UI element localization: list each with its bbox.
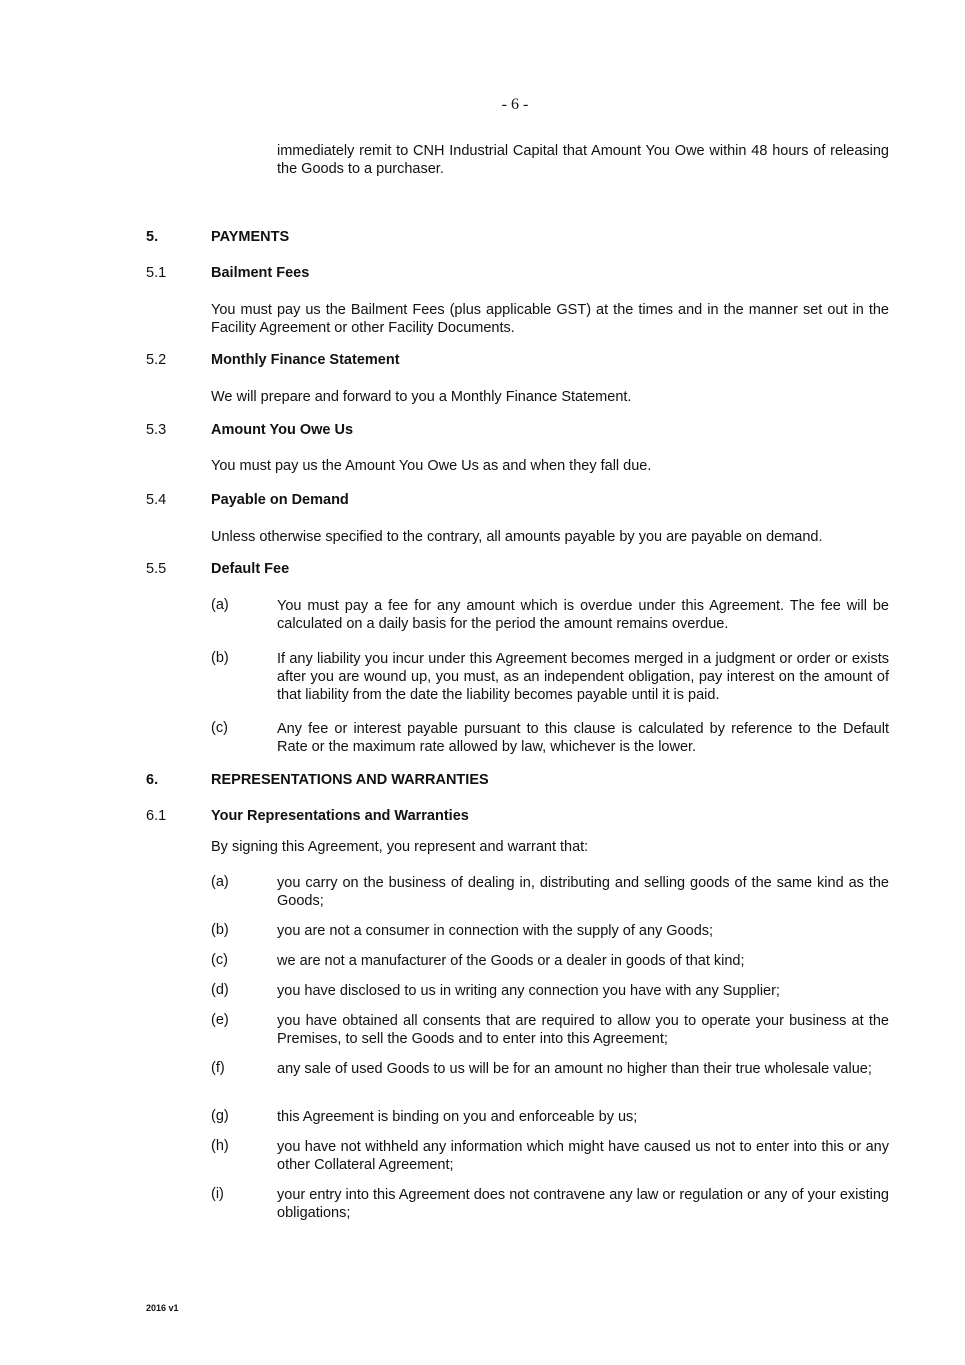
clause-5-3-title: Amount You Owe Us	[211, 422, 354, 438]
section-5-title: PAYMENTS	[211, 229, 290, 245]
section-6-title: REPRESENTATIONS AND WARRANTIES	[211, 772, 489, 788]
clause-6-1-a-label: (a)	[211, 874, 229, 890]
clause-6-1-i-text: your entry into this Agreement does not contravene any law or regulation or any of your existing obligations;	[277, 1187, 889, 1221]
clause-6-1-b-label: (b)	[211, 922, 229, 938]
clause-6-1-a-text: you carry on the business of dealing in, distributing and selling goods of the same kind as the Goods;	[277, 875, 889, 909]
clause-6-1-h-text: you have not withheld any information which might have caused us not to enter into this or any other Collateral Agreement;	[277, 1139, 889, 1173]
intro-paragraph: immediately remit to CNH Industrial Capital that Amount You Owe within 48 hours of releasing the Goods to a purchaser.	[277, 143, 889, 177]
clause-6-1-e-label: (e)	[211, 1012, 229, 1028]
clause-5-2-title: Monthly Finance Statement	[211, 352, 400, 368]
clause-5-5-b-label: (b)	[211, 650, 229, 666]
clause-5-5-a-text: You must pay a fee for any amount which is overdue under this Agreement. The fee will be calculated on a daily basis for the period the amount remains overdue.	[277, 598, 889, 632]
clause-5-4-text: Unless otherwise specified to the contrary, all amounts payable by you are payable on demand.	[211, 529, 823, 545]
clause-5-1-text: You must pay us the Bailment Fees (plus applicable GST) at the times and in the manner set out in the Facility Agreement or other Facility Documents.	[211, 302, 889, 336]
clause-6-1-c-text: we are not a manufacturer of the Goods or a dealer in goods of that kind;	[277, 953, 745, 969]
clause-6-1-c-label: (c)	[211, 952, 228, 968]
clause-5-5-a-label: (a)	[211, 597, 229, 613]
clause-5-4-title: Payable on Demand	[211, 492, 349, 508]
clause-6-1-e-text: you have obtained all consents that are required to allow you to operate your business at the Premises, to sell the Goods and to enter into this Agreement;	[277, 1013, 889, 1047]
clause-5-3-number: 5.3	[146, 422, 167, 438]
clause-6-1-g-label: (g)	[211, 1108, 229, 1124]
clause-6-1-f-text: any sale of used Goods to us will be for an amount no higher than their true wholesale value;	[277, 1061, 872, 1077]
clause-6-1-b-text: you are not a consumer in connection with the supply of any Goods;	[277, 923, 714, 939]
clause-5-1-title: Bailment Fees	[211, 265, 310, 281]
clause-6-1-g-text: this Agreement is binding on you and enforceable by us;	[277, 1109, 638, 1125]
clause-5-2-number: 5.2	[146, 352, 167, 368]
clause-6-1-d-label: (d)	[211, 982, 229, 998]
clause-5-3-text: You must pay us the Amount You Owe Us as and when they fall due.	[211, 458, 652, 474]
clause-5-5-number: 5.5	[146, 561, 167, 577]
clause-6-1-i-label: (i)	[211, 1186, 224, 1202]
clause-5-5-title: Default Fee	[211, 561, 290, 577]
clause-5-1-number: 5.1	[146, 265, 167, 281]
clause-5-5-c-text: Any fee or interest payable pursuant to this clause is calculated by reference to the Default Rate or the maximum rate allowed by law, whichever is the lower.	[277, 721, 889, 755]
clause-5-4-number: 5.4	[146, 492, 167, 508]
footer-version: 2016 v1	[146, 1303, 179, 1313]
clause-6-1-number: 6.1	[146, 808, 167, 824]
clause-5-5-b-text: If any liability you incur under this Agreement becomes merged in a judgment or order or exists after you are wound up, you must, as an independent obligation, pay interest on the amount of that liability from the date the liability becomes payable until it is paid.	[277, 651, 889, 703]
clause-6-1-h-label: (h)	[211, 1138, 229, 1154]
section-5-number: 5.	[146, 229, 159, 245]
clause-6-1-f-label: (f)	[211, 1060, 225, 1076]
clause-5-5-c-label: (c)	[211, 720, 228, 736]
clause-6-1-d-text: you have disclosed to us in writing any connection you have with any Supplier;	[277, 983, 780, 999]
clause-6-1-title: Your Representations and Warranties	[211, 808, 469, 824]
clause-5-2-text: We will prepare and forward to you a Monthly Finance Statement.	[211, 389, 632, 405]
section-6-number: 6.	[146, 772, 159, 788]
clause-6-1-intro: By signing this Agreement, you represent and warrant that:	[211, 839, 589, 855]
page-number: - 6 -	[501, 96, 529, 113]
